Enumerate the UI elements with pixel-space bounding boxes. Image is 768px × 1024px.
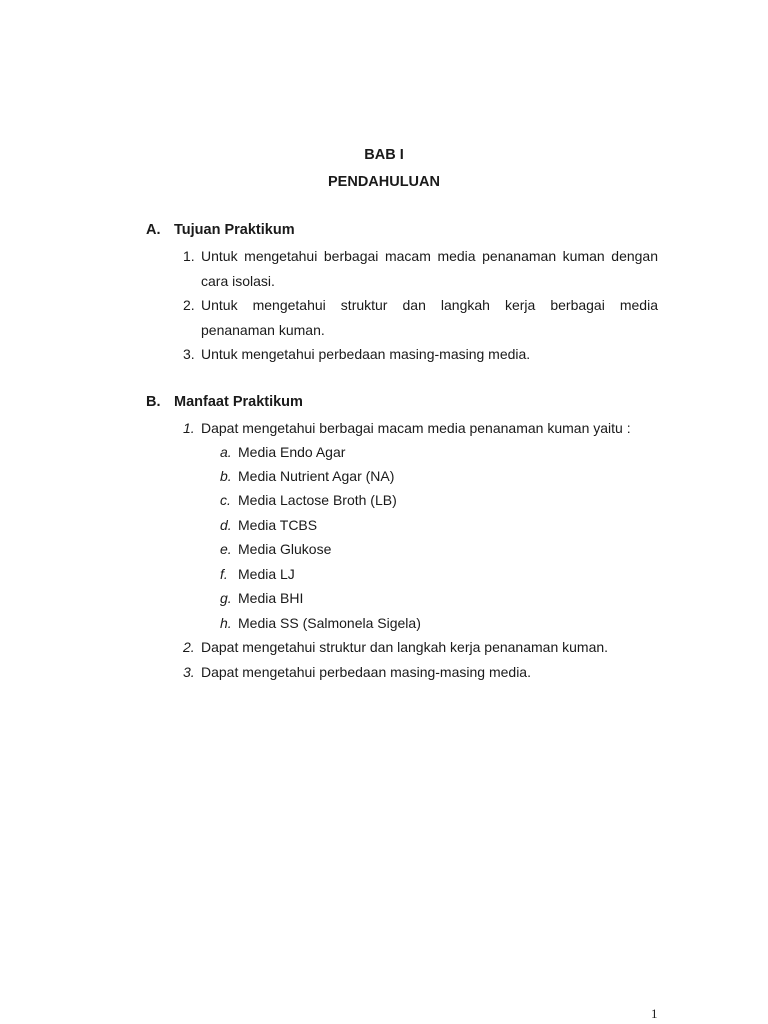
sub-item-letter: g. (220, 590, 232, 606)
section-heading-b (146, 394, 303, 410)
sub-item-letter: e. (220, 541, 232, 557)
item-number: 2. (183, 639, 195, 655)
sub-item-letter: h. (220, 615, 232, 631)
sub-item-letter: c. (220, 492, 231, 508)
sub-list-item (220, 440, 345, 465)
list-item (183, 416, 658, 441)
section-letter: B. (146, 394, 161, 410)
sub-list-item (220, 488, 397, 513)
item-text: Dapat mengetahui struktur dan langkah kerja penanaman kuman. (201, 639, 609, 655)
section-heading-a (146, 222, 295, 238)
sub-item-letter: b. (220, 468, 232, 484)
sub-list-item (220, 513, 317, 538)
item-number: 1. (183, 248, 195, 264)
sub-item-letter: a. (220, 444, 232, 460)
item-text-line: penanaman kuman. (201, 321, 325, 338)
item-number: 3. (183, 346, 195, 362)
sub-item-text: Media Nutrient Agar (NA) (238, 468, 395, 484)
item-number: 1. (183, 420, 195, 436)
sub-list-item (220, 562, 295, 587)
sub-list-item (220, 611, 421, 636)
chapter-title: PENDAHULUAN (328, 174, 440, 190)
section-letter: A. (146, 222, 161, 238)
sub-item-text: Media LJ (238, 566, 295, 582)
item-text: Dapat mengetahui perbedaan masing-masing media. (201, 664, 531, 680)
sub-item-text: Media BHI (238, 590, 304, 606)
sub-item-text: Media Endo Agar (238, 444, 346, 460)
sub-item-text: Media Glukose (238, 541, 332, 557)
list-item (183, 293, 658, 342)
sub-item-text: Media SS (Salmonela Sigela) (238, 615, 421, 631)
item-text-line: cara isolasi. (201, 272, 275, 289)
item-text-line: Untuk mengetahui berbagai macam media penanaman kuman dengan (201, 248, 658, 264)
list-item (183, 660, 658, 685)
sub-list-item (220, 537, 331, 562)
sub-item-text: Media Lactose Broth (LB) (238, 492, 397, 508)
section-title: Tujuan Praktikum (174, 222, 295, 238)
page-number: 1 (651, 1006, 658, 1021)
list-item (183, 244, 658, 293)
list-item (183, 342, 658, 367)
sub-item-letter: d. (220, 517, 232, 533)
sub-list-item (220, 464, 394, 489)
item-text-line: Untuk mengetahui struktur dan langkah kerja berbagai media (201, 297, 658, 313)
chapter-number: BAB I (364, 147, 404, 163)
sub-item-letter: f. (220, 566, 228, 582)
item-text-line: Untuk mengetahui perbedaan masing-masing media. (201, 346, 531, 362)
item-number: 2. (183, 297, 195, 313)
item-text: Dapat mengetahui berbagai macam media penanaman kuman yaitu : (201, 420, 631, 436)
sub-item-text: Media TCBS (238, 517, 318, 533)
list-item (183, 635, 658, 660)
section-title: Manfaat Praktikum (174, 394, 303, 410)
sub-list-item (220, 586, 303, 611)
item-number: 3. (183, 664, 195, 680)
